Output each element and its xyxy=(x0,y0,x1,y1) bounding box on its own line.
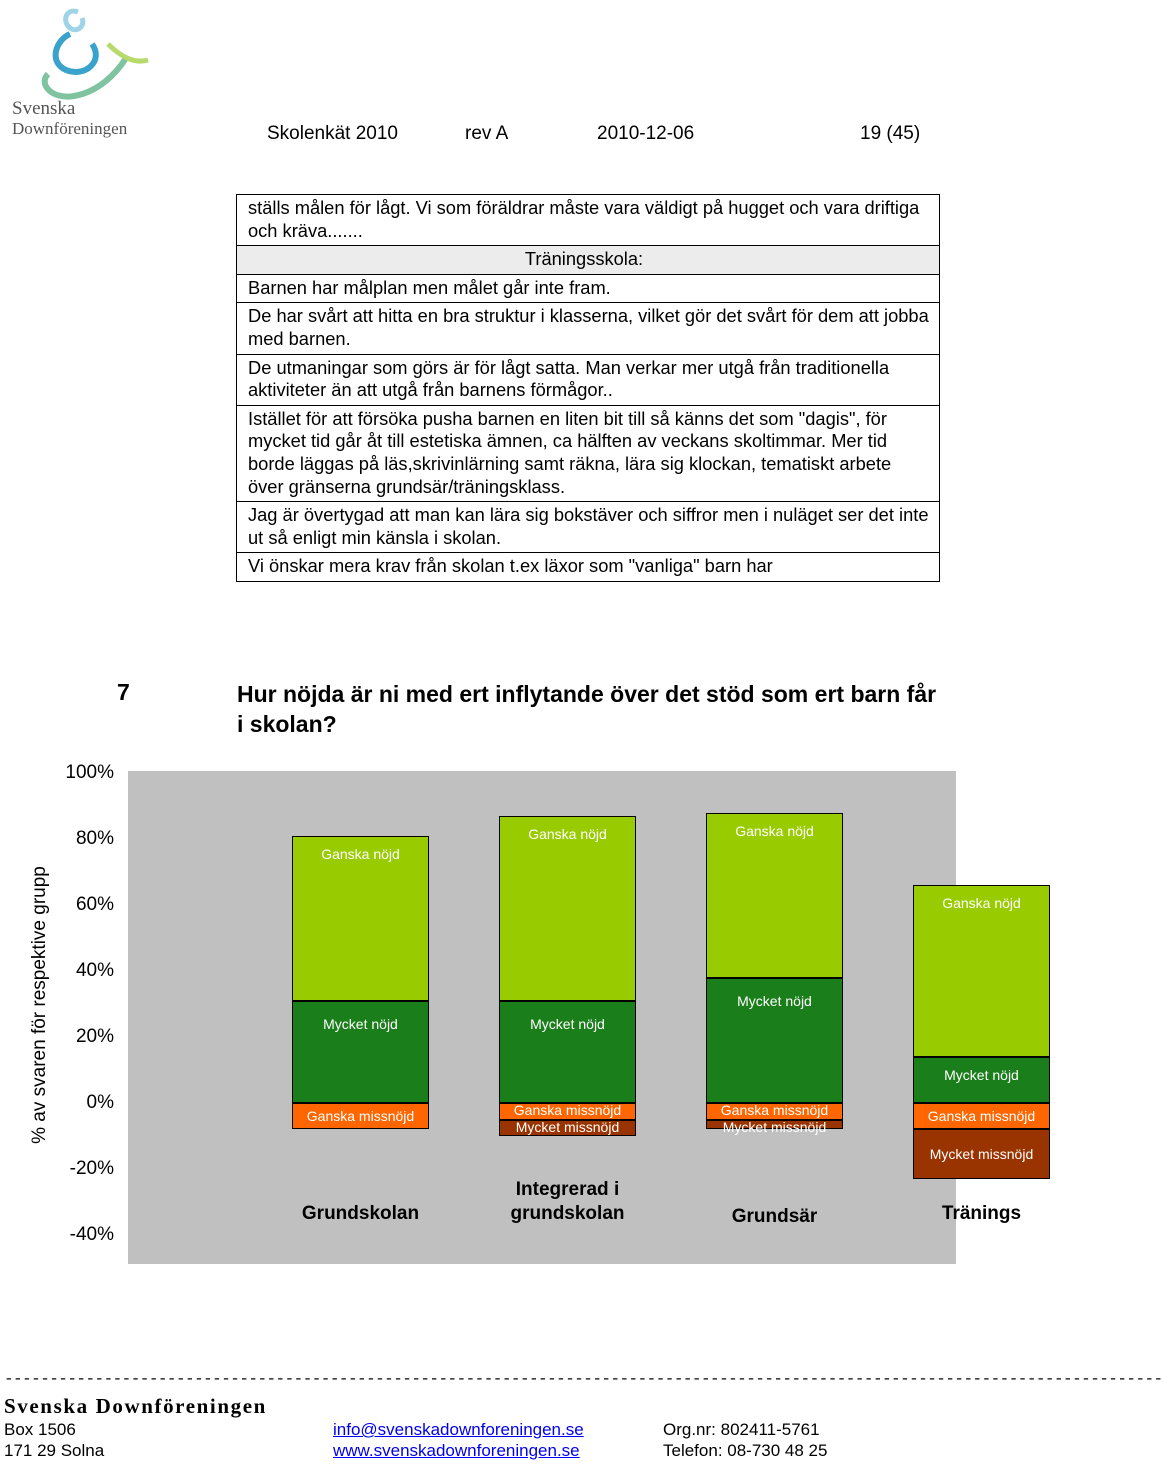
doc-title: Skolenkät 2010 xyxy=(267,123,398,144)
comment-row: Jag är övertygad att man kan lära sig bokstäver och siffror men i nuläget ser det inte ut så enligt min känsla i skolan. xyxy=(237,502,939,553)
comment-row: Vi önskar mera krav från skolan t.ex läxor som "vanliga" barn har xyxy=(237,553,939,582)
y-tick-label: -20% xyxy=(69,1158,114,1179)
data-label: Mycket missnöjd xyxy=(515,1118,620,1135)
y-tick-label: 100% xyxy=(65,762,114,783)
category-label: Integrerad i grundskolan xyxy=(510,1179,625,1224)
category-label: Grundsär xyxy=(731,1206,818,1227)
bar-segment xyxy=(499,816,636,1001)
y-tick-label: 0% xyxy=(86,1092,114,1113)
y-tick-label: 40% xyxy=(75,960,114,981)
data-label: Mycket nöjd xyxy=(737,992,812,1009)
y-tick-label: 80% xyxy=(75,828,114,849)
footer-city: 171 29 Solna xyxy=(4,1441,105,1460)
footer-org-name: Svenska Downföreningen xyxy=(4,1394,267,1418)
data-label: Ganska missnöjd xyxy=(720,1102,829,1118)
data-label: Mycket missnöjd xyxy=(929,1146,1034,1163)
data-label: Ganska missnöjd xyxy=(927,1108,1036,1125)
data-label: Mycket missnöjd xyxy=(722,1118,827,1135)
doc-date: 2010-12-06 xyxy=(597,123,695,144)
organization-logo xyxy=(8,4,158,140)
data-label: Ganska missnöjd xyxy=(513,1102,622,1118)
footer-phone: Telefon: 08-730 48 25 xyxy=(663,1441,828,1460)
footer-web-link[interactable]: www.svenskadownforeningen.se xyxy=(333,1441,580,1460)
logo-figure-icon xyxy=(8,4,158,140)
comment-row: ställs målen för lågt. Vi som föräldrar måste vara väldigt på hugget och vara driftiga och kräva....... xyxy=(237,195,939,246)
chart-plot-area xyxy=(128,771,1036,1264)
data-label: Ganska nöjd xyxy=(735,822,814,839)
data-label: Ganska nöjd xyxy=(321,845,400,862)
data-label: Ganska missnöjd xyxy=(306,1108,415,1125)
category-label: Tränings xyxy=(941,1203,1022,1224)
y-tick-label: 60% xyxy=(75,894,114,915)
comment-row: Istället för att försöka pusha barnen en liten bit till så känns det som "dagis", för mycket tid går åt till estetiska ämnen, ca hälften av veckans skoltimmar. Mer tid borde läggas på läs,skrivinlärning samt räkna, lära sig klockan, tematiskt arbete över gränserna grundsär/träningsklass. xyxy=(237,406,939,502)
data-label: Mycket nöjd xyxy=(530,1015,605,1032)
y-tick-label: 20% xyxy=(75,1026,114,1047)
comments-table xyxy=(236,194,940,582)
data-label: Mycket nöjd xyxy=(944,1066,1019,1083)
comment-row: De har svårt att hitta en bra struktur i klasserna, vilket gör det svårt för dem att jobba med barnen. xyxy=(237,303,939,354)
category-label: Grundskolan xyxy=(301,1203,420,1224)
comment-section-heading: Träningsskola: xyxy=(237,246,939,275)
footer-email-link[interactable]: info@svenskadownforeningen.se xyxy=(333,1420,584,1439)
logo-text-2: Downföreningen xyxy=(12,119,128,138)
comment-row: De utmaningar som görs är för lågt satta. Man verkar mer utgå från traditionella aktiviteter än att utgå från barnens förmågor.. xyxy=(237,355,939,406)
revision: rev A xyxy=(465,123,509,144)
data-label: Ganska nöjd xyxy=(528,825,607,842)
footer-box: Box 1506 xyxy=(4,1420,76,1439)
footer-divider: -------------------------------------------------------------------------------------------------------------------------------- xyxy=(4,1370,1163,1388)
comment-row: Barnen har målplan men målet går inte fram. xyxy=(237,275,939,304)
footer-orgnr: Org.nr: 802411-5761 xyxy=(663,1420,820,1439)
data-label: Ganska nöjd xyxy=(942,895,1021,912)
question-number: 7 xyxy=(117,679,130,705)
question-text: Hur nöjda är ni med ert inflytande över det stöd som ert barn får i skolan? xyxy=(237,681,937,737)
data-label: Mycket nöjd xyxy=(323,1015,398,1032)
y-tick-label: -40% xyxy=(69,1224,114,1245)
y-axis-label: % av svaren för respektive grupp xyxy=(29,866,50,1144)
logo-text-1: Svenska xyxy=(12,98,76,119)
page-number: 19 (45) xyxy=(860,123,921,144)
